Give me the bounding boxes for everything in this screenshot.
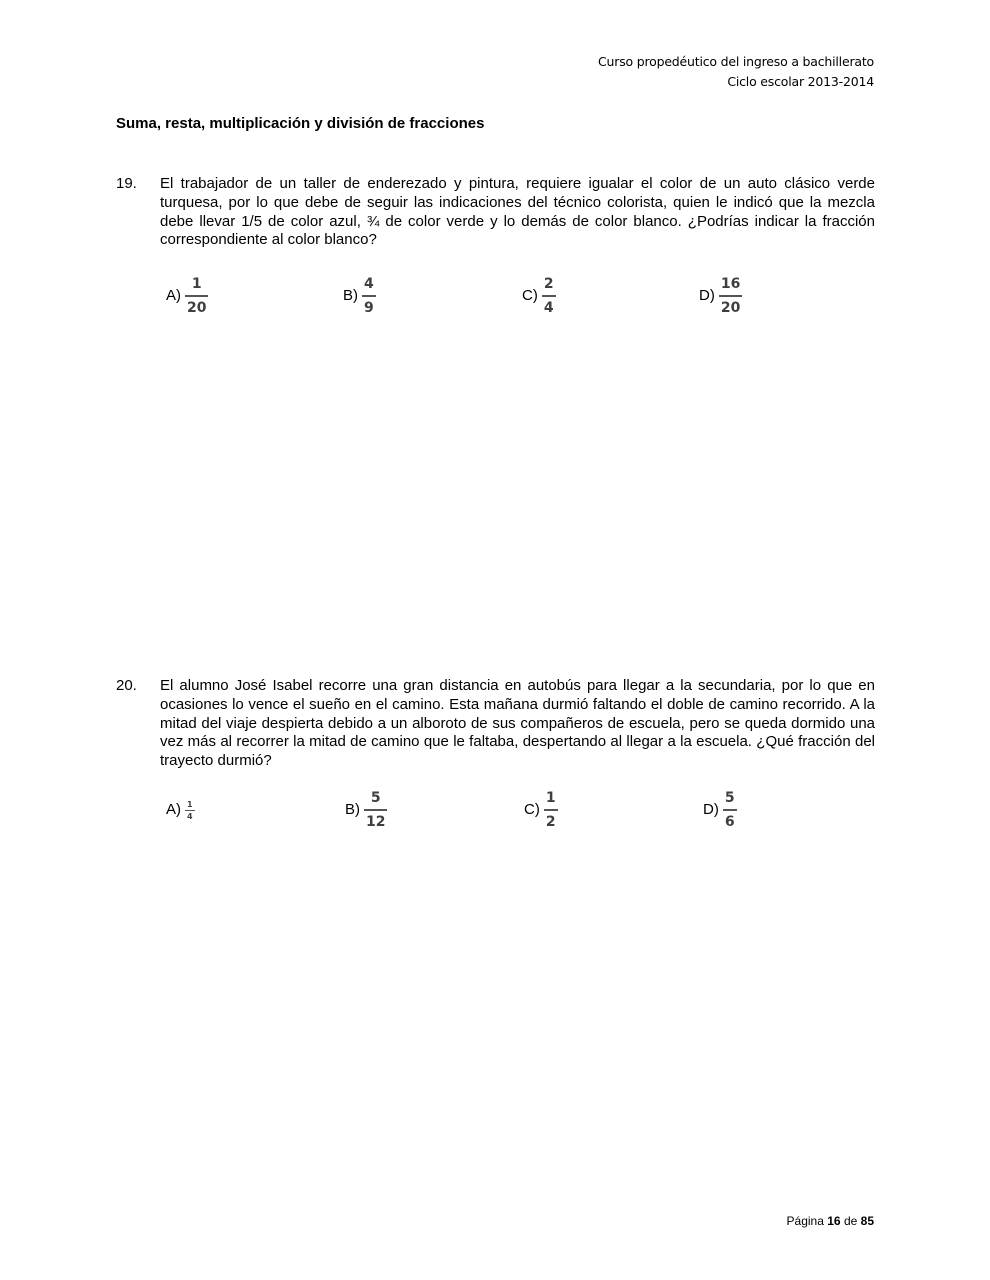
numerator: 1	[187, 799, 193, 809]
question-number: 20.	[116, 677, 137, 694]
denominator: 4	[543, 299, 554, 316]
fraction	[185, 276, 208, 316]
fraction	[542, 276, 556, 316]
question-text: El trabajador de un taller de enderezado y pintura, requiere igualar el color de un auto clásico verde turquesa, por lo que debe de seguir las indicaciones del técnico colorista, quien le indicó que la mezcla debe llevar 1/5 de color azul, ¾ de color verde y lo demás de color blanco. ¿Podrías indicar la fracción correspondiente al color blanco?	[160, 175, 875, 249]
numerator: 5	[724, 790, 735, 807]
numerator: 5	[370, 790, 381, 807]
option-label: D)	[703, 800, 719, 818]
answer-options	[116, 786, 876, 836]
option-a[interactable]	[166, 272, 208, 320]
option-label: D)	[699, 286, 715, 304]
denominator: 4	[187, 811, 193, 821]
fraction	[185, 800, 195, 821]
fraction-bar	[542, 295, 556, 297]
denominator: 12	[366, 813, 386, 830]
fraction-bar	[185, 810, 195, 811]
option-b[interactable]	[345, 786, 387, 834]
numerator: 1	[545, 790, 556, 807]
question-number: 19.	[116, 175, 137, 192]
fraction	[364, 790, 387, 830]
total-pages: 85	[860, 1214, 874, 1228]
option-d[interactable]	[703, 786, 737, 834]
of-word: de	[843, 1214, 858, 1228]
page-number: 16	[827, 1214, 841, 1228]
page-header	[598, 52, 874, 92]
fraction	[544, 790, 558, 830]
course-title: Curso propedéutico del ingreso a bachillerato	[598, 54, 874, 69]
option-label: A)	[166, 800, 181, 818]
option-label: B)	[343, 286, 358, 304]
question-20	[116, 677, 875, 830]
answer-options	[116, 272, 876, 322]
page-word: Página	[786, 1214, 824, 1228]
fraction-bar	[544, 809, 558, 811]
numerator: 2	[543, 276, 554, 293]
numerator: 4	[364, 276, 374, 293]
fraction-bar	[364, 809, 387, 811]
question-19	[116, 175, 875, 316]
section-title: Suma, resta, multiplicación y división de fracciones	[116, 115, 485, 132]
fraction	[723, 790, 737, 830]
option-c[interactable]	[522, 272, 556, 320]
denominator: 9	[364, 299, 374, 316]
denominator: 2	[545, 813, 556, 830]
page-footer	[787, 1214, 874, 1228]
option-label: A)	[166, 286, 181, 304]
numerator: 1	[191, 276, 202, 293]
question-text: El alumno José Isabel recorre una gran distancia en autobús para llegar a la secundaria, por lo que en ocasiones lo vence el sueño en el camino. Esta mañana durmió faltando el doble de camino recorrido. A la mitad del viaje despierta debido a un alboroto de sus compañeros de escuela, pero se queda dormido una vez más al recorrer la mitad de camino que le faltaba, despertando al llegar a la escuela. ¿Qué fracción del trayecto durmió?	[160, 677, 875, 770]
fraction-bar	[185, 295, 208, 297]
option-label: C)	[524, 800, 540, 818]
option-b[interactable]	[343, 272, 376, 320]
fraction-bar	[362, 295, 376, 297]
option-a[interactable]	[166, 786, 195, 834]
fraction	[719, 276, 742, 316]
fraction	[362, 276, 376, 316]
option-d[interactable]	[699, 272, 742, 320]
option-label: B)	[345, 800, 360, 818]
denominator: 20	[720, 299, 741, 316]
option-c[interactable]	[524, 786, 558, 834]
fraction-bar	[719, 295, 742, 297]
fraction-bar	[723, 809, 737, 811]
denominator: 20	[187, 299, 207, 316]
denominator: 6	[724, 813, 735, 830]
numerator: 16	[720, 276, 741, 293]
option-label: C)	[522, 286, 538, 304]
school-year: Ciclo escolar 2013-2014	[727, 74, 874, 89]
